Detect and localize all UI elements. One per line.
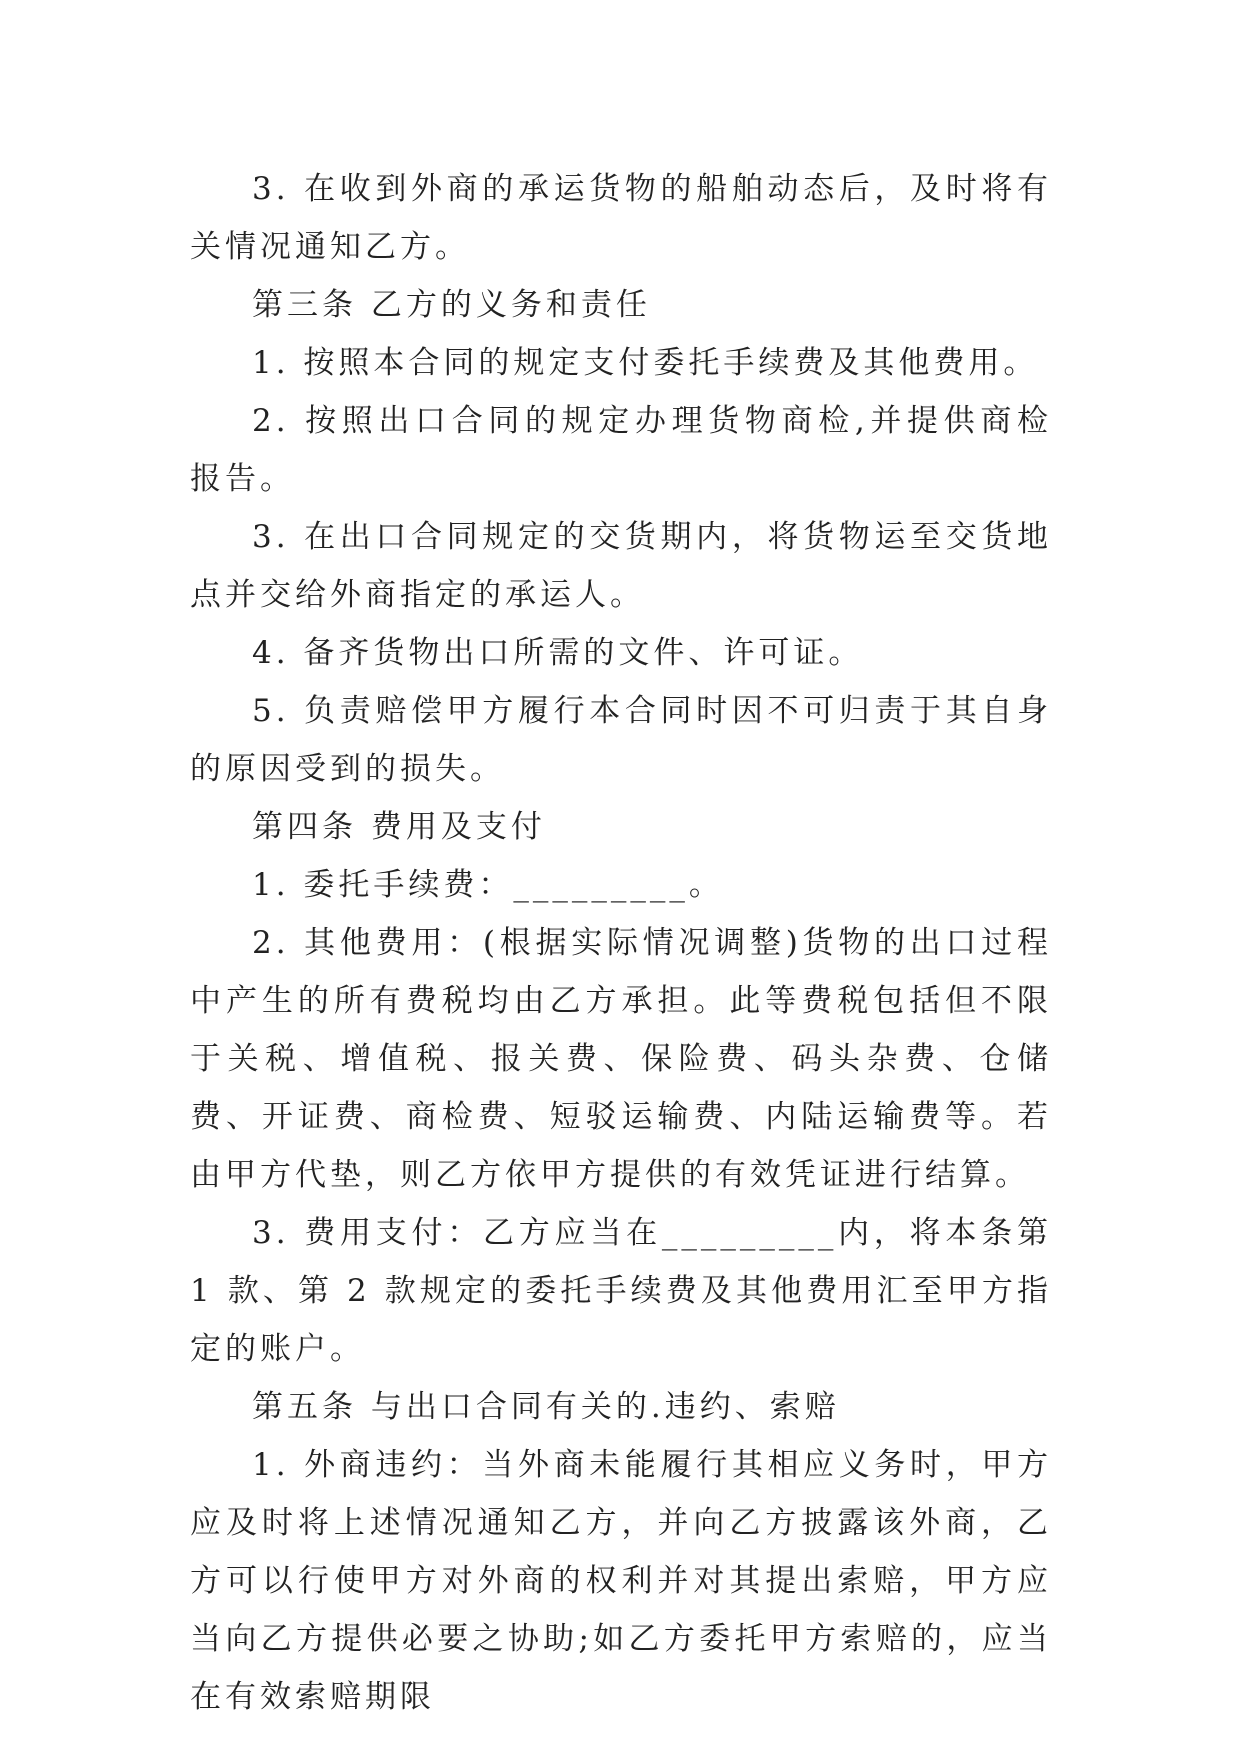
document-page [190, 160, 1052, 1726]
paragraph-clause-3-item-2: 2. 按照出口合同的规定办理货物商检,并提供商检报告。 [190, 403, 1052, 497]
paragraph-clause-3-item-5: 5. 负责赔偿甲方履行本合同时因不可归责于其自身的原因受到的损失。 [190, 693, 1052, 787]
paragraph-clause-4-item-1: 1. 委托手续费：_________。 [252, 867, 724, 903]
heading-article-5: 第五条 与出口合同有关的.违约、索赔 [252, 1389, 840, 1425]
paragraph-clause-3-item-4: 4. 备齐货物出口所需的文件、许可证。 [252, 635, 864, 671]
heading-article-4: 第四条 费用及支付 [252, 809, 546, 845]
paragraph-clause-5-item-1: 1. 外商违约：当外商未能履行其相应义务时，甲方应及时将上述情况通知乙方，并向乙方披露该外商，乙方可以行使甲方对外商的权利并对其提出索赔，甲方应当向乙方提供必要之协助;如乙方委托甲方索赔的，应当在有效索赔期限 [190, 1447, 1052, 1715]
paragraph-clause-4-item-3: 3. 费用支付：乙方应当在_________内，将本条第 1 款、第 2 款规定的委托手续费及其他费用汇至甲方指定的账户。 [190, 1215, 1052, 1367]
paragraph-clause-2-item-3: 3. 在收到外商的承运货物的船舶动态后，及时将有关情况通知乙方。 [190, 171, 1052, 265]
heading-article-3: 第三条 乙方的义务和责任 [252, 287, 651, 323]
paragraph-clause-3-item-3: 3. 在出口合同规定的交货期内，将货物运至交货地点并交给外商指定的承运人。 [190, 519, 1052, 613]
paragraph-clause-3-item-1: 1. 按照本合同的规定支付委托手续费及其他费用。 [252, 345, 1039, 381]
paragraph-clause-4-item-2: 2. 其他费用：(根据实际情况调整)货物的出口过程中产生的所有费税均由乙方承担。此等费税包括但不限于关税、增值税、报关费、保险费、码头杂费、仓储费、开证费、商检费、短驳运输费、内陆运输费等。若由甲方代垫，则乙方依甲方提供的有效凭证进行结算。 [190, 925, 1052, 1193]
